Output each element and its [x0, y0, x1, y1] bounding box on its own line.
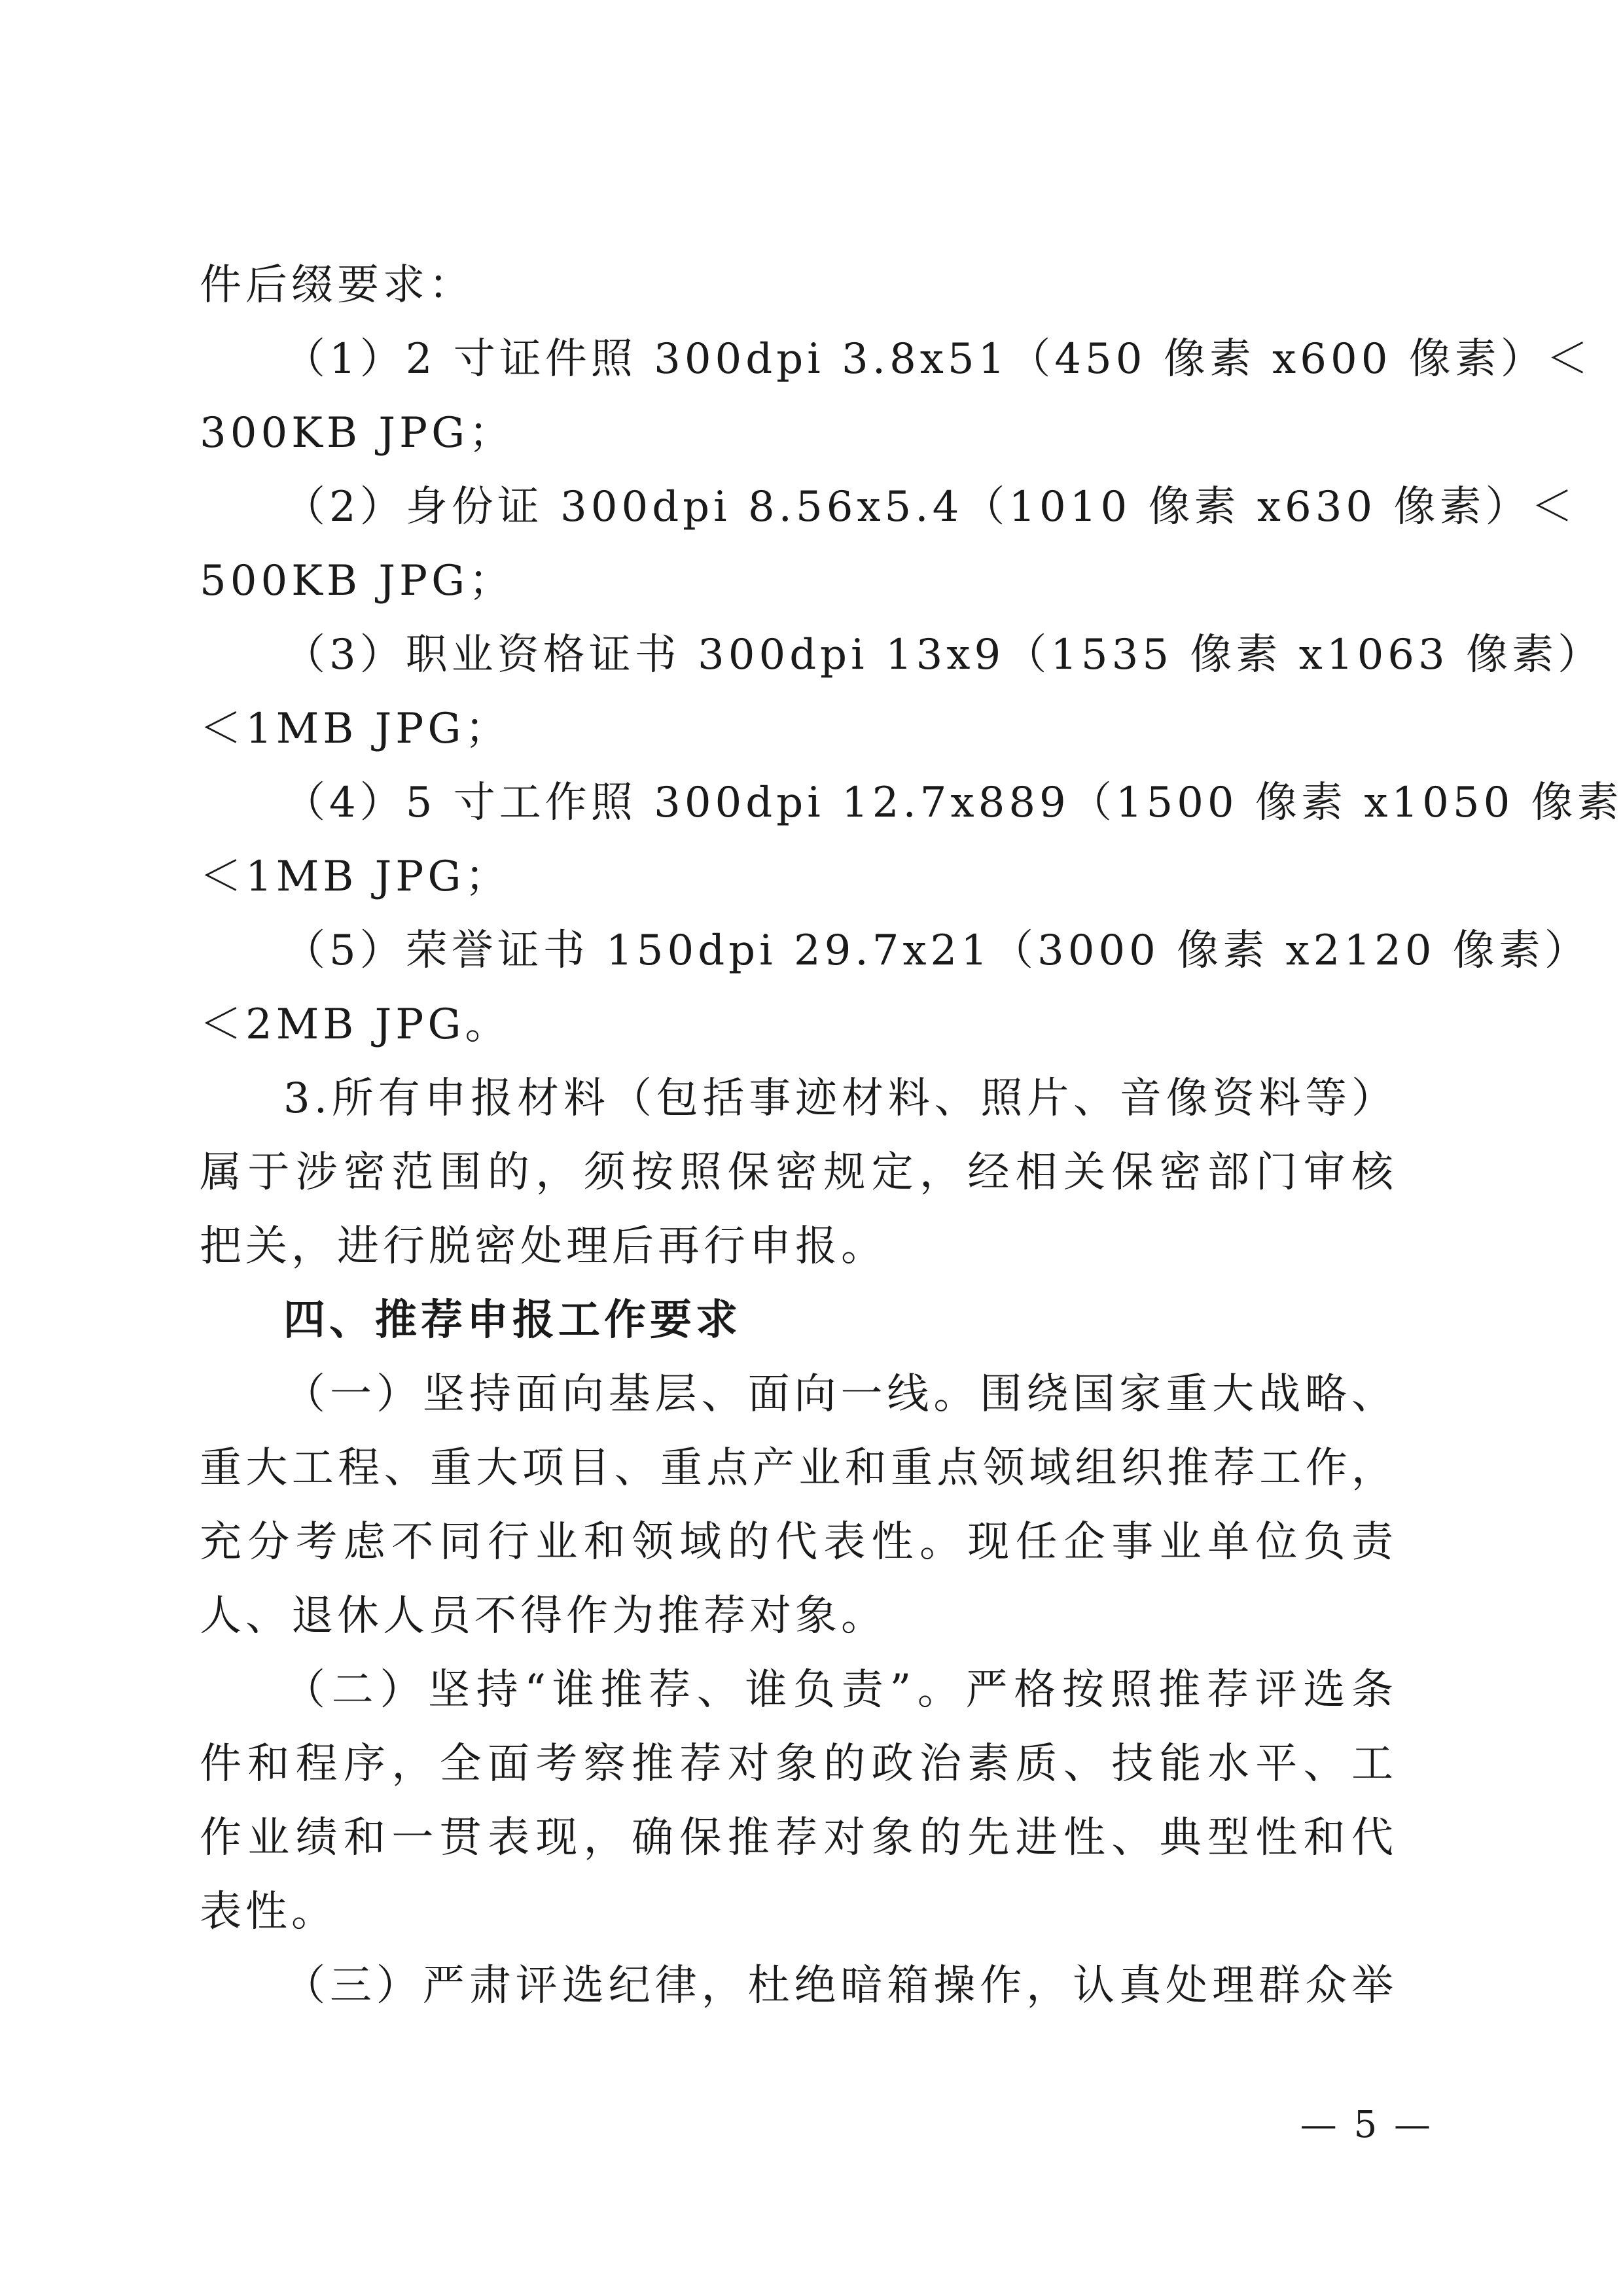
text-line: ＜1MB JPG； [200, 705, 511, 753]
paragraph-3-line: 3.所有申报材料（包括事迹材料、照片、音像资料等） [283, 1074, 1397, 1123]
list-item-1: （1）2 寸证件照 300dpi 3.8x51（450 像素 x600 像素）＜ [283, 335, 1592, 383]
text-line: ＜2MB JPG。 [200, 1000, 511, 1049]
list-item-3: （3）职业资格证书 300dpi 13x9（1535 像素 x1063 像素） [283, 631, 1604, 679]
paragraph-line: 作业绩和一贯表现，确保推荐对象的先进性、典型性和代 [200, 1814, 1397, 1862]
page-number: — 5 — [1300, 2104, 1433, 2146]
text-line: 件后缀要求： [200, 261, 474, 309]
paragraph-line: （二）坚持“谁推荐、谁负责”。严格按照推荐评选条 [283, 1666, 1397, 1714]
paragraph-line: （三）严肃评选纪律，杜绝暗箱操作，认真处理群众举 [283, 1962, 1397, 2010]
paragraph-3-line: 把关，进行脱密处理后再行申报。 [200, 1222, 887, 1271]
paragraph-line: 充分考虑不同行业和领域的代表性。现任企事业单位负责 [200, 1518, 1397, 1566]
text-line: 300KB JPG； [200, 409, 515, 457]
paragraph-line: 人、退休人员不得作为推荐对象。 [200, 1592, 887, 1640]
list-item-4: （4）5 寸工作照 300dpi 12.7x889（1500 像素 x1050 像素 [283, 779, 1623, 827]
paragraph-3-line: 属于涉密范围的，须按照保密规定，经相关保密部门审核 [200, 1148, 1397, 1197]
paragraph-line: 件和程序，全面考察推荐对象的政治素质、技能水平、工 [200, 1740, 1397, 1788]
document-body [200, 249, 1623, 2023]
paragraph-line: （一）坚持面向基层、面向一线。围绕国家重大战略、 [283, 1370, 1397, 1419]
list-item-5: （5）荣誉证书 150dpi 29.7x21（3000 像素 x2120 像素） [283, 927, 1590, 975]
list-item-2: （2）身份证 300dpi 8.56x5.4（1010 像素 x630 像素）＜ [283, 483, 1577, 531]
text-line: ＜1MB JPG； [200, 853, 511, 901]
text-line: 500KB JPG； [200, 557, 515, 605]
section-heading: 四、推荐申报工作要求 [283, 1296, 741, 1345]
paragraph-line: 重大工程、重大项目、重点产业和重点领域组织推荐工作， [200, 1444, 1397, 1492]
paragraph-line: 表性。 [200, 1888, 337, 1936]
